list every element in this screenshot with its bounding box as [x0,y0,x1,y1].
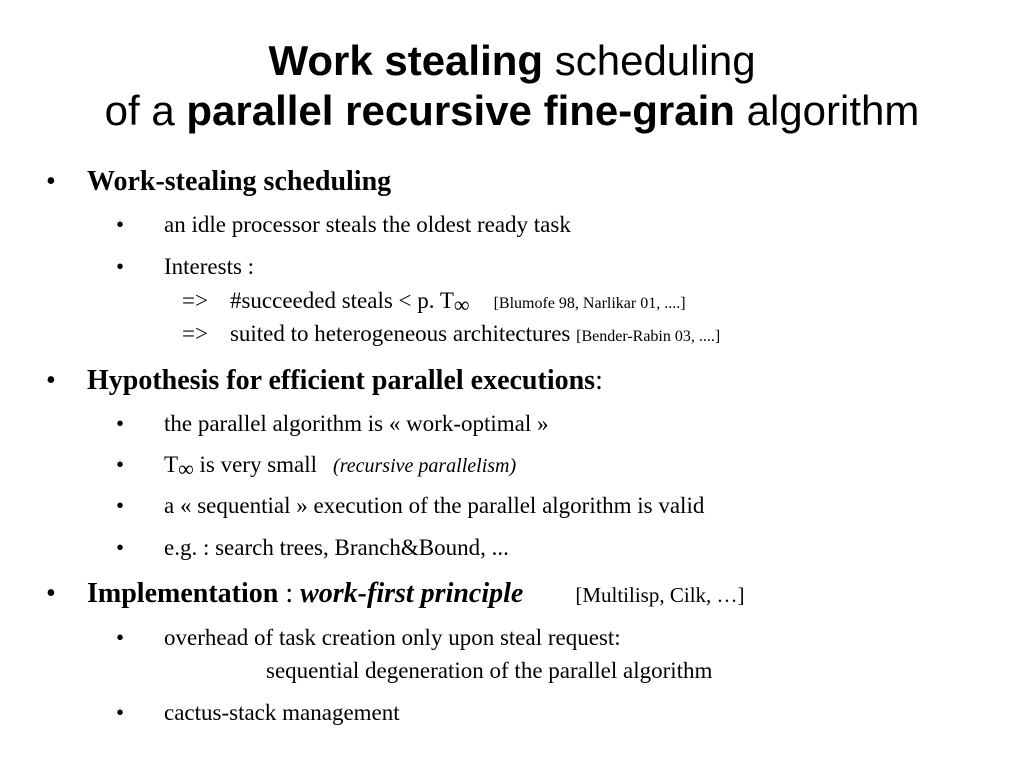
heading-implementation: Implementation [87,578,279,609]
title-bold-1: Work stealing [268,37,544,84]
interests-label: Interests : [164,254,255,279]
heading-work-stealing: Work-stealing scheduling [87,166,392,197]
title-rest-2: algorithm [746,87,920,134]
title-rest-1: scheduling [554,37,756,84]
heading-hypothesis-colon: : [595,365,603,396]
idle-processor-text: an idle processor steals the oldest ready task [164,212,571,237]
bullet-marker: • [116,493,125,518]
examples-text: e.g. : search trees, Branch&Bound, ... [164,535,509,560]
sequential-degeneration-text: sequential degeneration of the parallel algorithm [266,658,713,683]
t-infinity-line [164,452,517,481]
cactus-stack-text: cactus-stack management [164,700,400,725]
work-first-principle: work-first principle [300,578,524,609]
implementation-line [87,578,745,610]
slide-title [0,36,1024,136]
infinity-subscript: ∞ [453,292,470,317]
bullet-marker: • [116,212,125,237]
interest-1-text: #succeeded steals < p. T [229,288,454,313]
heading-hypothesis: Hypothesis for efficient parallel executions [87,365,596,396]
very-small-text: is very small [199,452,318,477]
bullet-marker: • [46,365,56,396]
bullet-marker: • [116,625,125,650]
bullet-marker: • [46,578,56,609]
arrow-1: => [182,288,208,313]
title-bold-2: parallel recursive fine-grain [186,87,735,134]
interest-2-ref: [Bender-Rabin 03, ....] [576,328,721,345]
bullet-marker: • [116,411,125,436]
interest-line-2 [182,321,720,347]
bullet-marker: • [116,452,125,477]
title-line-1 [0,36,1024,86]
interest-2-text: suited to heterogeneous architectures [229,321,571,346]
heading-hypothesis-wrap [87,365,603,397]
interest-line-1 [182,288,686,317]
overhead-text: overhead of task creation only upon steal request: [164,625,621,650]
interest-1-ref: [Blumofe 98, Narlikar 01, ....] [493,295,686,312]
recursive-parallelism-note: (recursive parallelism) [333,455,517,477]
bullet-marker: • [116,535,125,560]
work-optimal-text: the parallel algorithm is « work-optimal » [164,411,549,436]
implementation-colon: : [285,578,294,609]
title-line-2 [0,86,1024,136]
t-symbol: T [164,452,179,477]
bullet-marker: • [46,166,56,197]
title-pre-2: of a [104,87,175,134]
implementation-ref: [Multilisp, Cilk, …] [575,583,745,607]
sequential-execution-text: a « sequential » execution of the parallel algorithm is valid [164,493,705,518]
arrow-2: => [182,321,208,346]
bullet-marker: • [116,700,125,725]
infinity-subscript: ∞ [178,456,194,481]
bullet-marker: • [116,254,125,279]
